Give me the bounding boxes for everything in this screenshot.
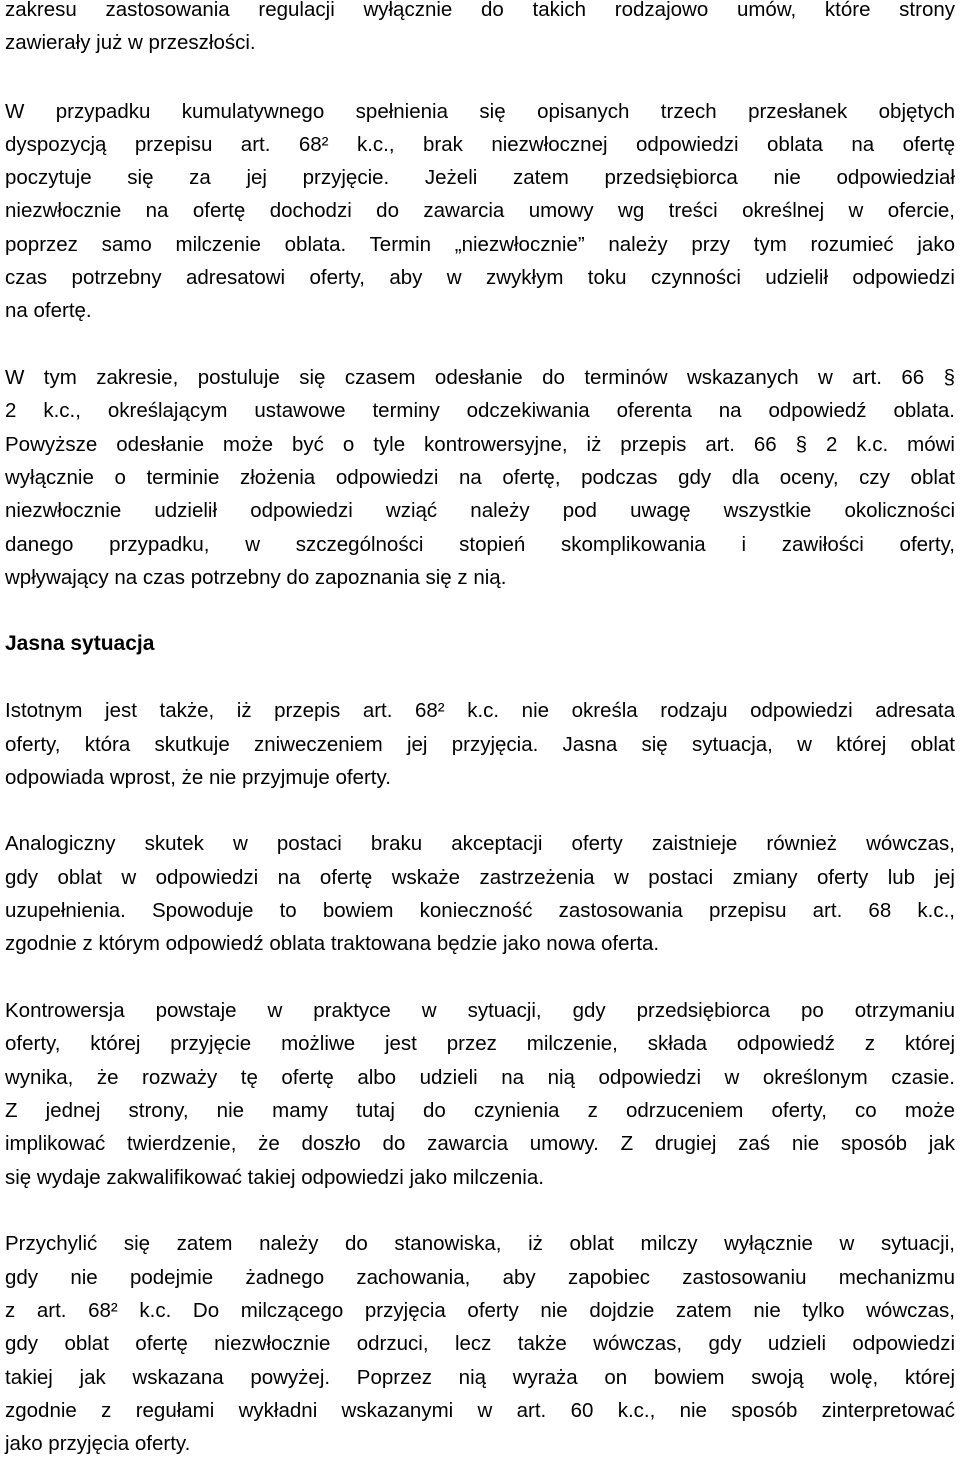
- text-line: poczytuje się za jej przyjęcie. Jeżeli zatem przedsiębiorca nie odpowiedział: [5, 166, 955, 189]
- text-line: Kontrowersja powstaje w praktyce w sytuacji, gdy przedsiębiorca po otrzymaniu: [5, 999, 955, 1022]
- text-line: dyspozycją przepisu art. 68² k.c., brak niezwłocznej odpowiedzi oblata na ofertę: [5, 133, 955, 156]
- text-line: na ofertę.: [5, 299, 92, 322]
- text-line: zawierały już w przeszłości.: [5, 31, 256, 54]
- text-line: niezwłocznie udzielił odpowiedzi wziąć należy pod uwagę wszystkie okoliczności: [5, 499, 955, 522]
- text-line: wyłącznie o terminie złożenia odpowiedzi na ofertę, podczas gdy dla oceny, czy oblat: [5, 466, 955, 489]
- text-line: niezwłocznie na ofertę dochodzi do zawarcia umowy wg treści określnej w ofercie,: [5, 199, 955, 222]
- text-line: poprzez samo milczenie oblata. Termin „niezwłocznie” należy przy tym rozumieć jako: [5, 233, 955, 256]
- text-line: gdy oblat ofertę niezwłocznie odrzuci, lecz także wówczas, gdy udzieli odpowiedzi: [5, 1332, 955, 1355]
- text-line: danego przypadku, w szczególności stopień skomplikowania i zawiłości oferty,: [5, 533, 955, 556]
- text-line: czas potrzebny adresatowi oferty, aby w zwykłym toku czynności udzielił odpowiedzi: [5, 266, 955, 289]
- text-line: implikować twierdzenie, że doszło do zawarcia umowy. Z drugiej zaś nie sposób jak: [5, 1132, 955, 1155]
- text-line: Powyższe odesłanie może być o tyle kontrowersyjne, iż przepis art. 66 § 2 k.c. mówi: [5, 433, 955, 456]
- text-line: W przypadku kumulatywnego spełnienia się opisanych trzech przesłanek objętych: [5, 100, 955, 123]
- text-line: takiej jak wskazana powyżej. Poprzez nią wyraża on bowiem swoją wolę, której: [5, 1366, 955, 1389]
- text-line: jako przyjęcia oferty.: [5, 1432, 191, 1455]
- text-line: odpowiada wprost, że nie przyjmuje oferty.: [5, 766, 391, 789]
- text-line: uzupełnienia. Spowoduje to bowiem konieczność zastosowania przepisu art. 68 k.c.,: [5, 899, 955, 922]
- text-line: zakresu zastosowania regulacji wyłącznie do takich rodzajowo umów, które strony: [5, 0, 955, 21]
- text-line: gdy oblat w odpowiedzi na ofertę wskaże zastrzeżenia w postaci zmiany oferty lub jej: [5, 866, 955, 889]
- text-line: zgodnie z którym odpowiedź oblata traktowana będzie jako nowa oferta.: [5, 932, 660, 955]
- text-line: oferty, która skutkuje zniweczeniem jej przyjęcia. Jasna się sytuacja, w której oblat: [5, 733, 955, 756]
- text-line: Analogiczny skutek w postaci braku akceptacji oferty zaistnieje również wówczas,: [5, 832, 955, 855]
- text-line: W tym zakresie, postuluje się czasem odesłanie do terminów wskazanych w art. 66 §: [5, 366, 955, 389]
- text-line: z art. 68² k.c. Do milczącego przyjęcia oferty nie dojdzie zatem nie tylko wówczas,: [5, 1299, 955, 1322]
- text-line: Istotnym jest także, iż przepis art. 68² k.c. nie określa rodzaju odpowiedzi adresata: [5, 699, 955, 722]
- text-line: zgodnie z regułami wykładni wskazanymi w art. 60 k.c., nie sposób zinterpretować: [5, 1399, 955, 1422]
- text-line: 2 k.c., określającym ustawowe terminy odczekiwania oferenta na odpowiedź oblata.: [5, 399, 955, 422]
- text-line: wynika, że rozważy tę ofertę albo udzieli na nią odpowiedzi w określonym czasie.: [5, 1066, 955, 1089]
- text-line: oferty, której przyjęcie możliwe jest przez milczenie, składa odpowiedź z której: [5, 1032, 955, 1055]
- text-line: Z jednej strony, nie mamy tutaj do czynienia z odrzuceniem oferty, co może: [5, 1099, 955, 1122]
- text-line: się wydaje zakwalifikować takiej odpowiedzi jako milczenia.: [5, 1166, 544, 1189]
- text-line: Przychylić się zatem należy do stanowiska, iż oblat milczy wyłącznie w sytuacji,: [5, 1232, 955, 1255]
- text-line: gdy nie podejmie żadnego zachowania, aby zapobiec zastosowaniu mechanizmu: [5, 1266, 955, 1289]
- section-heading: Jasna sytuacja: [5, 632, 155, 655]
- text-line: wpływający na czas potrzebny do zapoznania się z nią.: [5, 566, 507, 589]
